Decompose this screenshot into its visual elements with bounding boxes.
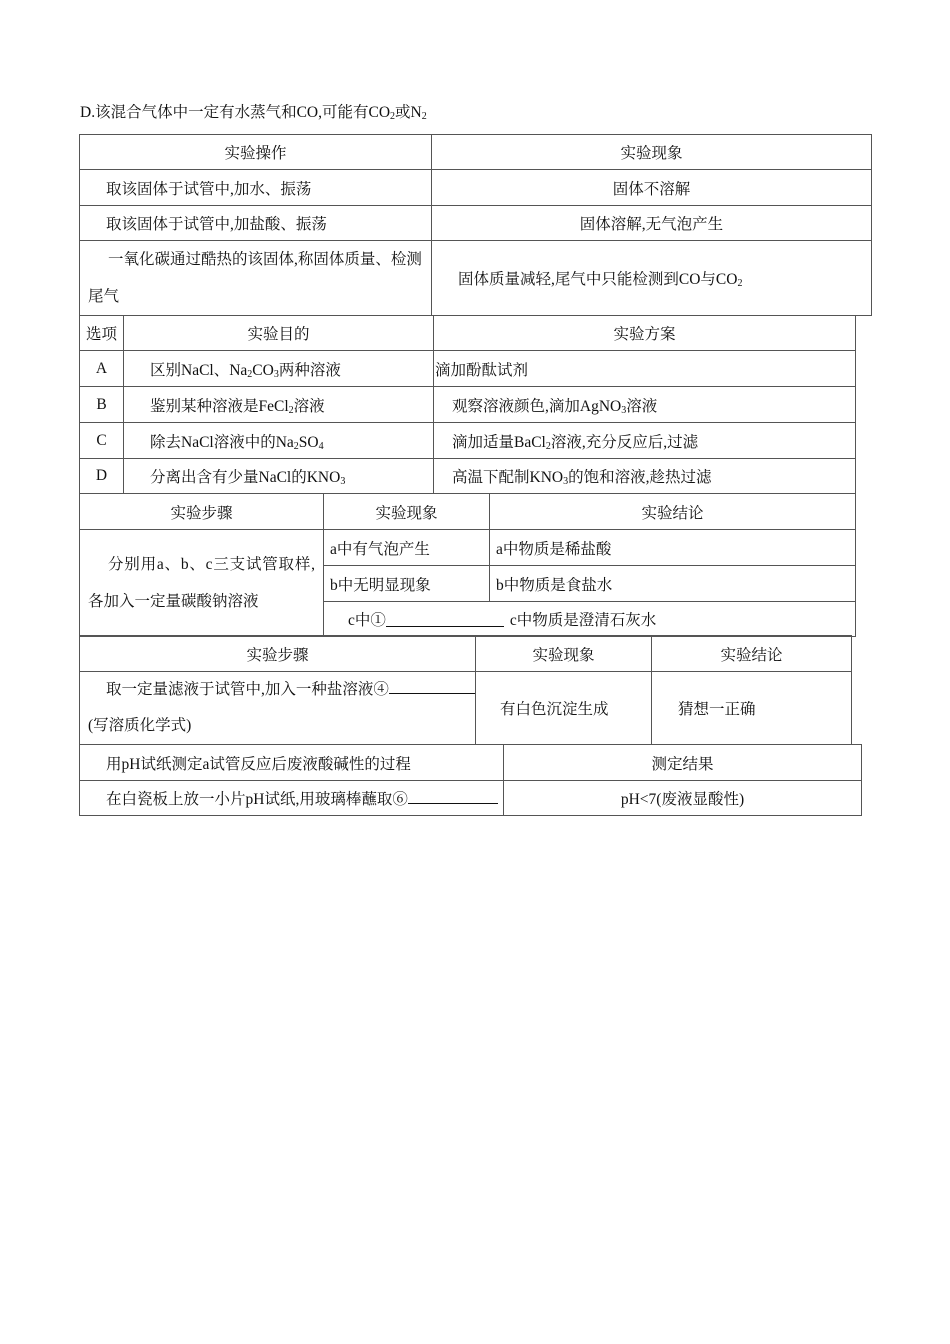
header-conclusion: 实验结论 <box>652 636 852 672</box>
table-row <box>80 170 872 206</box>
header-operation: 实验操作 <box>80 135 432 170</box>
phenomenon-c: c中① <box>348 612 386 629</box>
phenomenon-cell: 固体不溶解 <box>432 170 872 206</box>
plan-cell: 观察溶液颜色,滴加AgNO$_3$溶液 <box>434 387 856 423</box>
conclusion-cell: b中物质是食盐水 <box>490 566 856 602</box>
experiment-table-5 <box>79 744 862 816</box>
aim-cell: 鉴别某种溶液是FeCl$_2$溶液 <box>124 387 434 423</box>
plan-cell: 滴加适量BaCl$_2$溶液,充分反应后,过滤 <box>434 423 856 459</box>
phenomenon-cell: 有白色沉淀生成 <box>476 672 652 745</box>
operation-cell: 取该固体于试管中,加盐酸、振荡 <box>80 206 432 241</box>
table-row <box>80 459 856 494</box>
header-plan: 实验方案 <box>434 316 856 351</box>
header-result: 测定结果 <box>504 745 862 781</box>
experiment-table-4 <box>79 635 852 745</box>
option-cell: A <box>80 351 124 387</box>
phenomenon-cell: a中有气泡产生 <box>324 530 490 566</box>
table-row <box>80 781 862 816</box>
header-step: 实验步骤 <box>80 494 324 530</box>
step-cell: 在白瓷板上放一小片pH试纸,用玻璃棒蘸取⑥ <box>80 781 504 816</box>
phenomenon-cell: 固体质量减轻,尾气中只能检测到CO与$CO_2$ <box>432 241 872 316</box>
conclusion-cell: a中物质是稀盐酸 <box>490 530 856 566</box>
header-conclusion: 实验结论 <box>490 494 856 530</box>
option-cell: B <box>80 387 124 423</box>
table-row <box>80 672 852 745</box>
phenomenon-cell: b中无明显现象 <box>324 566 490 602</box>
option-cell: C <box>80 423 124 459</box>
header-phenomenon: 实验现象 <box>324 494 490 530</box>
operation-cell: 取该固体于试管中,加水、振荡 <box>80 170 432 206</box>
option-d-text: D.该混合气体中一定有水蒸气和CO,可能有$CO_2$或$N_2$ <box>80 104 427 122</box>
answer-blank-1[interactable] <box>386 612 504 627</box>
experiment-table-2 <box>79 315 856 494</box>
table-row <box>80 423 856 459</box>
operation-cell: 一氧化碳通过酷热的该固体,称固体质量、检测尾气 <box>80 241 432 316</box>
table-row <box>80 530 856 566</box>
table-row <box>80 351 856 387</box>
phenomenon-conclusion-cell <box>324 602 856 637</box>
table-row <box>80 387 856 423</box>
step-cell: 分别用a、b、c三支试管取样,各加入一定量碳酸钠溶液 <box>80 530 324 637</box>
result-cell: pH<7(废液显酸性) <box>504 781 862 816</box>
experiment-table-3 <box>79 493 856 637</box>
answer-blank-6[interactable] <box>408 789 498 804</box>
aim-cell: 分离出含有少量NaCl的$KNO_3$ <box>124 459 434 494</box>
experiment-table-1 <box>79 134 872 316</box>
header-phenomenon: 实验现象 <box>432 135 872 170</box>
aim-cell: 区别NaCl、$Na_2CO_3$两种溶液 <box>124 351 434 387</box>
header-option: 选项 <box>80 316 124 351</box>
plan-cell: 高温下配制$KNO_3$的饱和溶液,趁热过滤 <box>434 459 856 494</box>
answer-blank-4[interactable] <box>389 679 476 694</box>
conclusion-cell: 猜想一正确 <box>652 672 852 745</box>
header-step: 实验步骤 <box>80 636 476 672</box>
header-phenomenon: 实验现象 <box>476 636 652 672</box>
phenomenon-cell: 固体溶解,无气泡产生 <box>432 206 872 241</box>
conclusion-c: c中物质是澄清石灰水 <box>509 612 657 629</box>
header-process: 用pH试纸测定a试管反应后废液酸碱性的过程 <box>80 745 504 781</box>
option-cell: D <box>80 459 124 494</box>
plan-cell: 滴加酚酞试剂 <box>434 351 856 387</box>
table-row <box>80 206 872 241</box>
aim-cell: 除去NaCl溶液中的$Na_2SO_4$ <box>124 423 434 459</box>
step-cell: 取一定量滤液于试管中,加入一种盐溶液④ (写溶质化学式) <box>80 672 476 745</box>
table-row <box>80 241 872 316</box>
header-aim: 实验目的 <box>124 316 434 351</box>
